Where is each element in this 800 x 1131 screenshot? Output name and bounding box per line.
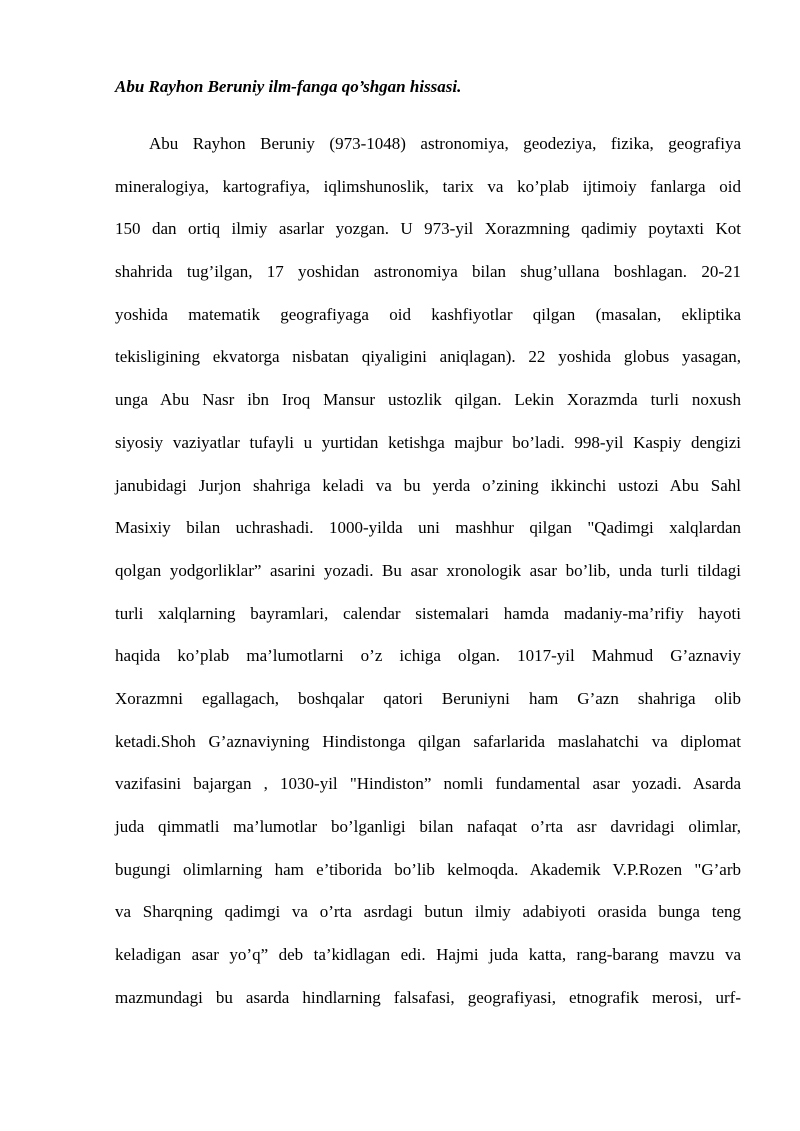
text-line: bugungi olimlarning ham e’tiborida bo’lib kelmoqda. Akademik V.P.Rozen "G’arb xyxy=(115,859,741,879)
text-line: janubidagi Jurjon shahriga keladi va bu yerda o’zining ikkinchi ustozi Abu Sahl xyxy=(115,475,741,495)
text-line: 150 dan ortiq ilmiy asarlar yozgan. U 973-yil Xorazmning qadimiy poytaxti Kot xyxy=(115,219,741,239)
text-line: keladigan asar yo’q” deb ta’kidlagan edi. Hajmi juda katta, rang-barang mavzu va xyxy=(115,945,741,965)
text-line: tekisligining ekvatorga nisbatan qiyaligini aniqlagan). 22 yoshida globus yasagan, xyxy=(115,347,741,367)
text-line: mazmundagi bu asarda hindlarning falsafasi, geografiyasi, etnografik merosi, urf- xyxy=(115,987,741,1007)
text-line: unga Abu Nasr ibn Iroq Mansur ustozlik qilgan. Lekin Xorazmda turli noxush xyxy=(115,390,741,410)
document-title: Abu Rayhon Beruniy ilm-fanga qo’shgan hissasi. xyxy=(115,77,462,96)
text-line: mineralogiya, kartografiya, iqlimshunoslik, tarix va ko’plab ijtimoiy fanlarga oid xyxy=(115,176,741,196)
body-paragraph xyxy=(115,133,741,1029)
text-line: va Sharqning qadimgi va o’rta asrdagi butun ilmiy adabiyoti orasida bunga teng xyxy=(115,902,741,922)
text-line: Xorazmni egallagach, boshqalar qatori Beruniyni ham G’azn shahriga olib xyxy=(115,688,741,708)
text-line: haqida ko’plab ma’lumotlarni o’z ichiga olgan. 1017-yil Mahmud G’aznaviy xyxy=(115,646,741,666)
text-line: yoshida matematik geografiyaga oid kashfiyotlar qilgan (masalan, ekliptika xyxy=(115,304,741,324)
text-line: vazifasini bajargan , 1030-yil "Hindiston” nomli fundamental asar yozadi. Asarda xyxy=(115,774,741,794)
text-line: Abu Rayhon Beruniy (973-1048) astronomiya, geodeziya, fizika, geografiya xyxy=(149,134,741,153)
text-line: Masixiy bilan uchrashadi. 1000-yilda uni mashhur qilgan "Qadimgi xalqlardan xyxy=(115,518,741,538)
text-line: qolgan yodgorliklar” asarini yozadi. Bu asar xronologik asar bo’lib, unda turli tildagi xyxy=(115,560,741,580)
text-line: shahrida tug’ilgan, 17 yoshidan astronomiya bilan shug’ullana boshlagan. 20-21 xyxy=(115,262,741,282)
text-line: siyosiy vaziyatlar tufayli u yurtidan ketishga majbur bo’ladi. 998-yil Kaspiy dengizi xyxy=(115,432,741,452)
text-line: juda qimmatli ma’lumotlar bo’lganligi bilan nafaqat o’rta asr davridagi olimlar, xyxy=(115,817,741,836)
text-line: ketadi.Shoh G’aznaviyning Hindistonga qilgan safarlarida maslahatchi va diplomat xyxy=(115,731,741,751)
text-line: turli xalqlarning bayramlari, calendar sistemalari hamda madaniy-ma’rifiy hayoti xyxy=(115,603,741,623)
